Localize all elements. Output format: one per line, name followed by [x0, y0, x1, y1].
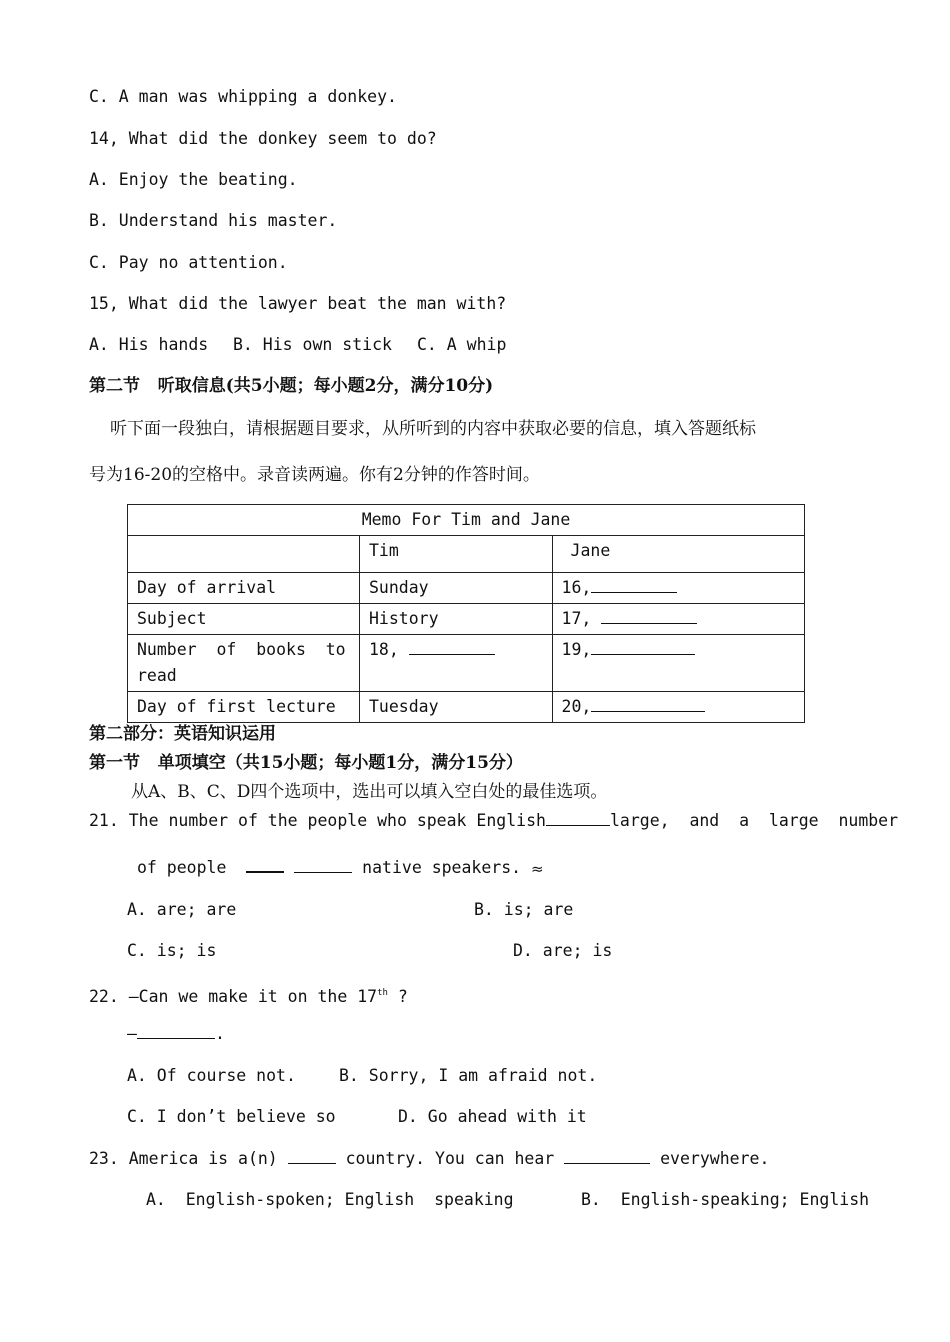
memo-tim-arrival: Sunday [359, 573, 552, 604]
q23-option-b: B. English-speaking; English [581, 1190, 870, 1209]
q22-dash: — [127, 1024, 137, 1043]
q23-text-a: 23. America is a(n) [89, 1149, 278, 1168]
part2-heading: 第二部分：英语知识运用 [89, 724, 276, 744]
memo-label-subject: Subject [128, 604, 360, 635]
answer-blank-17[interactable] [601, 609, 697, 624]
memo-header-jane: Jane [552, 536, 804, 573]
answer-blank-18[interactable] [409, 640, 495, 655]
section2-instruction-line1: 听下面一段独白，请根据题目要求，从所听到的内容中获取必要的信息，填入答题纸标 [110, 419, 756, 439]
memo-label-books-line1: Number of books to [137, 640, 346, 659]
memo-label-arrival: Day of arrival [128, 573, 360, 604]
q21-option-d: D. are; is [513, 941, 613, 960]
q22-answer-line [127, 1023, 225, 1045]
memo-jane-16-number: 16, [561, 578, 592, 597]
q22-superscript: th [377, 988, 388, 998]
part2-instruction: 从A、B、C、D四个选项中，选出可以填入空白处的最佳选项。 [131, 782, 608, 802]
q22-option-c: C. I don’t believe so [127, 1107, 336, 1126]
memo-tim-lecture: Tuesday [359, 692, 552, 723]
part2-section1-heading: 第一节 单项填空（共15小题；每小题1分，满分15分） [89, 753, 523, 773]
memo-jane-lecture [552, 692, 804, 723]
q21-option-b: B. is; are [474, 900, 574, 919]
q21-option-c: C. is; is [127, 941, 217, 960]
memo-jane-17-number: 17, [561, 609, 592, 628]
q21-blank-3[interactable] [294, 858, 352, 873]
q23-blank-2[interactable] [564, 1149, 650, 1164]
memo-title: Memo For Tim and Jane [128, 505, 805, 536]
q22-option-b: B. Sorry, I am afraid not. [339, 1066, 598, 1085]
memo-title-row [128, 505, 805, 536]
q22-question-mark: ? [387, 987, 408, 1006]
memo-label-lecture: Day of first lecture [128, 692, 360, 723]
q15-option-c: C. A whip [417, 335, 507, 354]
q14-option-c: C. Pay no attention. [89, 253, 288, 272]
q21-line2 [137, 857, 544, 880]
q22-text: 22. —Can we make it on the 17 [89, 987, 378, 1006]
q22-blank[interactable] [137, 1024, 215, 1039]
q21-option-a: A. are; are [127, 900, 237, 919]
q23-line1 [89, 1148, 769, 1170]
q22-option-a: A. Of course not. [127, 1066, 296, 1085]
memo-label-books-line2: read [137, 666, 177, 685]
answer-blank-19[interactable] [591, 640, 695, 655]
q21-text-c: of people [137, 858, 227, 877]
q21-text-b: large, and a large number [609, 811, 899, 830]
q14-option-b: B. Understand his master. [89, 211, 338, 230]
q14-option-a: A. Enjoy the beating. [89, 170, 298, 189]
memo-header-row [128, 536, 805, 573]
answer-blank-20[interactable] [591, 697, 705, 712]
memo-jane-arrival [552, 573, 804, 604]
memo-jane-subject [552, 604, 804, 635]
q21-blank-1[interactable] [546, 811, 610, 826]
memo-tim-subject: History [359, 604, 552, 635]
memo-label-books [128, 635, 360, 692]
squiggle-mark-icon: ≈ [531, 859, 544, 878]
answer-blank-16[interactable] [591, 578, 677, 593]
q21-line1 [89, 810, 898, 832]
memo-header-tim: Tim [359, 536, 552, 573]
q22-line1 [89, 982, 408, 1008]
memo-tim-18-number: 18, [368, 640, 399, 659]
memo-jane-20-number: 20, [561, 697, 592, 716]
q21-text-a: 21. The number of the people who speak English [89, 811, 546, 830]
q13-option-c: C. A man was whipping a donkey. [89, 87, 397, 106]
q21-text-d: native speakers. [362, 858, 522, 877]
table-row [128, 692, 805, 723]
q15-option-a: A. His hands [89, 335, 209, 354]
table-row [128, 604, 805, 635]
section2-heading: 第二节 听取信息(共5小题；每小题2分，满分10分) [89, 376, 494, 396]
q22-period: . [214, 1024, 225, 1043]
q14-question: 14, What did the donkey seem to do? [89, 129, 437, 148]
table-row [128, 635, 805, 692]
q23-blank-1[interactable] [288, 1149, 336, 1164]
memo-jane-books [552, 635, 804, 692]
section2-instruction-line2: 号为16-20的空格中。录音读两遍。你有2分钟的作答时间。 [89, 465, 540, 485]
q23-text-c: everywhere. [660, 1149, 770, 1168]
q15-question: 15, What did the lawyer beat the man with? [89, 294, 507, 313]
memo-header-empty [128, 536, 360, 573]
q23-text-b: country. You can hear [345, 1149, 555, 1168]
memo-tim-books [359, 635, 552, 692]
q15-option-b: B. His own stick [233, 335, 392, 354]
q22-option-d: D. Go ahead with it [398, 1107, 587, 1126]
memo-jane-19-number: 19, [561, 640, 592, 659]
q23-option-a: A. English-spoken; English speaking [146, 1190, 514, 1209]
memo-table [127, 504, 805, 723]
q21-blank-2[interactable] [246, 857, 284, 873]
table-row [128, 573, 805, 604]
